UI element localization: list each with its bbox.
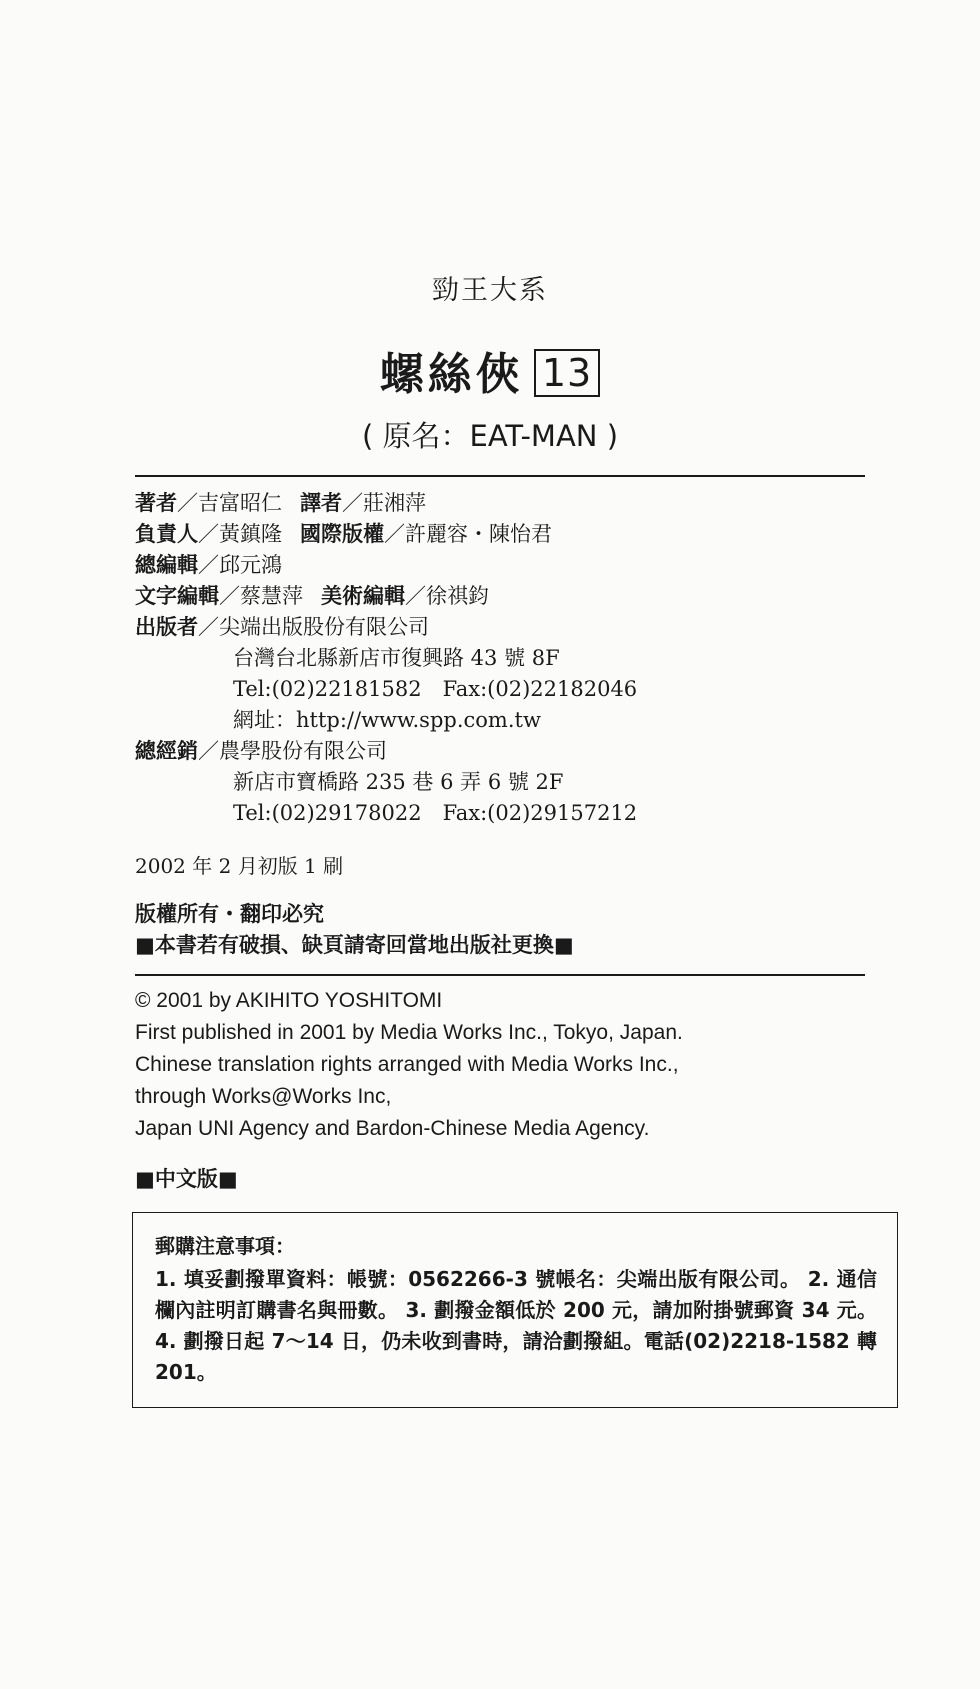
author-label: 著者: [135, 491, 177, 515]
notice-text: 1. 填妥劃撥單資料：帳號：0562266-3 號帳名：尖端出版有限公司。 2. 通信欄內註明訂購書名與冊數。 3. 劃撥金額低於 200 元，請加附掛號郵資 34 元。 4. 劃撥日起 7～14 日，仍未收到書時，請洽劃撥組。電話(02)2218-1582 轉 201。: [155, 1267, 877, 1384]
publisher-phone: Tel:(02)22181582 Fax:(02)22182046: [233, 677, 638, 701]
copyright-block: [135, 985, 875, 1145]
notice-title: 郵購注意事項：: [155, 1234, 295, 1258]
credit-line-author: [135, 488, 865, 519]
copyright-line: through Works@Works Inc,: [135, 1085, 392, 1108]
chief-editor-value: ／邱元鴻: [198, 553, 282, 577]
top-divider: [135, 475, 865, 477]
distributor-label: 總經銷: [135, 739, 198, 763]
copyright-line: © 2001 by AKIHITO YOSHITOMI: [135, 989, 443, 1012]
copyright-line: First published in 2001 by Media Works Inc., Tokyo, Japan.: [135, 1021, 683, 1044]
author-value: ／吉富昭仁: [177, 491, 282, 515]
mail-order-notice-box: [132, 1212, 898, 1408]
distributor-phone: Tel:(02)29178022 Fax:(02)29157212: [233, 801, 638, 825]
publisher-address: 台灣台北縣新店市復興路 43 號 8F: [233, 646, 560, 670]
credit-line-editors: [135, 581, 865, 612]
publisher-value: ／尖端出版股份有限公司: [198, 615, 429, 639]
publisher-website: 網址：http://www.spp.com.tw: [233, 708, 541, 732]
rights-block: [135, 899, 574, 961]
credit-line-distributor: [135, 736, 865, 767]
art-editor-value: ／徐祺鈞: [405, 584, 489, 608]
intl-rights-value: ／許麗容・陳怡君: [384, 522, 552, 546]
copyright-line: Chinese translation rights arranged with Media Works Inc.,: [135, 1053, 679, 1076]
edition-info: 2002 年 2 月初版 1 刷: [135, 854, 344, 878]
text-editor-label: 文字編輯: [135, 584, 219, 608]
translator-label: 譯者: [300, 491, 342, 515]
book-title-row: [0, 338, 980, 402]
distributor-value: ／農學股份有限公司: [198, 739, 387, 763]
copyright-line: Japan UNI Agency and Bardon-Chinese Media Agency.: [135, 1117, 650, 1140]
middle-divider: [135, 974, 865, 976]
credits-block: [135, 488, 865, 829]
text-editor-value: ／蔡慧萍: [219, 584, 303, 608]
credit-line-chief-editor: [135, 550, 865, 581]
original-name: ( 原名：EAT-MAN ): [361, 419, 619, 453]
volume-number: 13: [534, 349, 600, 397]
intl-rights-label: 國際版權: [300, 522, 384, 546]
responsible-value: ／黃鎮隆: [198, 522, 282, 546]
translator-value: ／莊湘萍: [342, 491, 426, 515]
credit-line-publisher: [135, 612, 865, 643]
responsible-label: 負責人: [135, 522, 198, 546]
art-editor-label: 美術編輯: [321, 584, 405, 608]
book-title: 螺絲俠: [379, 349, 524, 400]
chief-editor-label: 總編輯: [135, 553, 198, 577]
distributor-address: 新店市寶橋路 235 巷 6 弄 6 號 2F: [233, 770, 564, 794]
rights-reserved: 版權所有・翻印必究: [135, 902, 324, 926]
replacement-notice: ■本書若有破損、缺頁請寄回當地出版社更換■: [135, 933, 574, 957]
series-name: 勁王大系: [432, 275, 548, 306]
chinese-edition-label: ■中文版■: [135, 1167, 238, 1191]
credit-line-responsible: [135, 519, 865, 550]
publisher-label: 出版者: [135, 615, 198, 639]
